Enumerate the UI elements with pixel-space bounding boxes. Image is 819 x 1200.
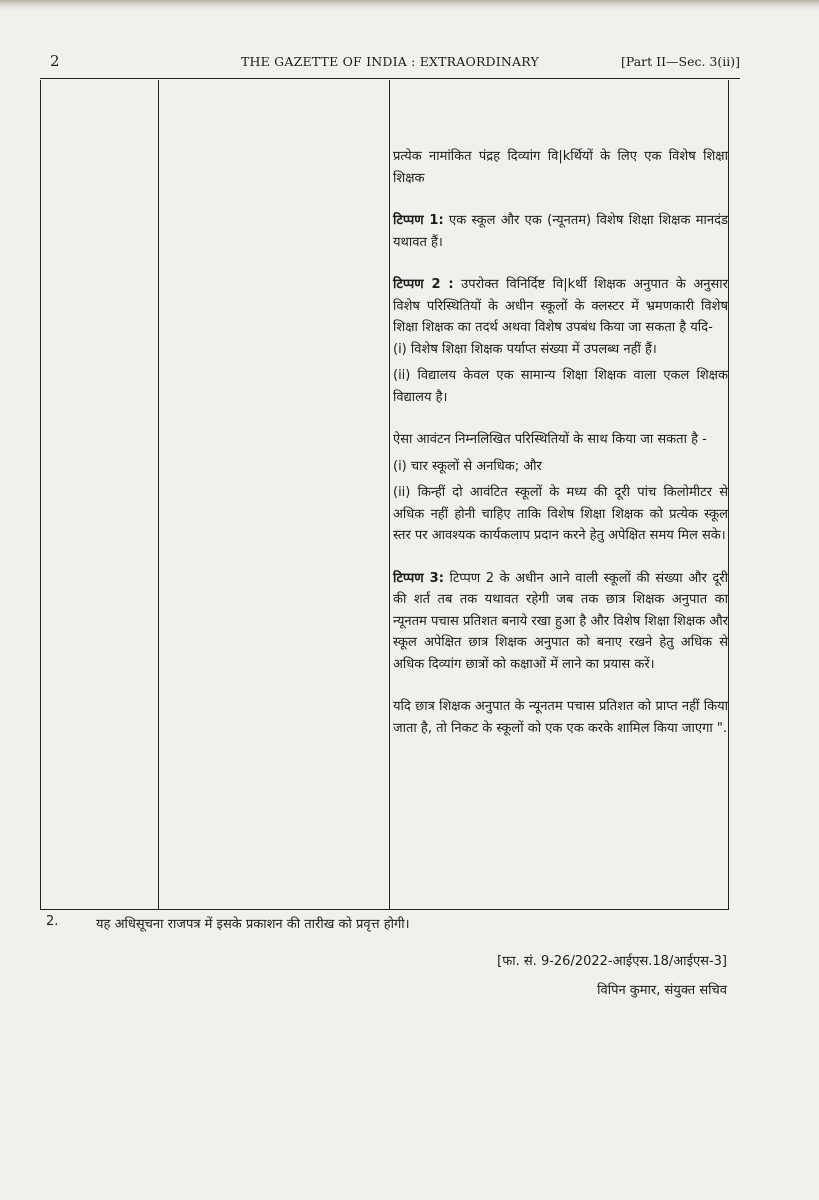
table-cell-content <box>393 146 728 739</box>
paragraph-2-number: 2. <box>46 914 59 929</box>
condition-2: (ii) विद्यालय केवल एक सामान्य शिक्षा शिक्षक वाला एकल शिक्षक विद्यालय है। <box>393 368 728 405</box>
final-para: यदि छात्र शिक्षक अनुपात के न्यूनतम पचास प्रतिशत को प्राप्त नहीं किया जाता है, तो निकट के स्कूलों को एक एक करके शामिल किया जाएगा ". <box>393 699 728 736</box>
note-3-text: टिप्पण 2 के अधीन आने वाली स्कूलों की संख्या और दूरी की शर्त तब तक यथावत रहेगी जब तक छात्र शिक्षक अनुपात का न्यूनतम पचास प्रतिशत बनाये रखा हुआ है और विशेष शिक्षा शिक्षक और स्कूल अपेक्षित छात्र शिक्षक अनुपात को बनाए रखने हेतु अधिक से अधिक दिव्यांग छात्रों को कक्षाओं में लाने का प्रयास करें। <box>393 570 728 672</box>
note-1-text: एक स्कूल और एक (न्यूनतम) विशेष शिक्षा शिक्षक मानदंड यथावत हैं। <box>393 213 728 250</box>
signatory: विपिन कुमार, संयुक्त सचिव <box>597 983 727 998</box>
gazette-header <box>40 52 740 76</box>
column-divider <box>389 80 390 909</box>
note-2-text: उपरोक्त विनिर्दिष्ट वि|kर्थी शिक्षक अनुपात के अनुसार विशेष परिस्थितियों के अधीन स्कूलों के क्लस्टर में भ्रमणकारी विशेष शिक्षा शिक्षक का तदर्थ अथवा विशेष उपबंध किया जा सकता है यदि- <box>393 277 728 335</box>
allotment-condition-2: (ii) किन्हीं दो आवंटित स्कूलों के मध्य की दूरी पांच किलोमीटर से अधिक नहीं होनी चाहिए ताकि विशेष शिक्षा शिक्षक को प्रत्येक स्कूल स्तर पर आवश्यक कार्यकलाप प्रदान करने हेतु अपेक्षित समय मिल सके। <box>393 485 728 543</box>
note-1-label: टिप्पण 1: <box>393 213 444 228</box>
teacher-ratio-para: प्रत्येक नामांकित पंद्रह दिव्यांग वि|kर्थियों के लिए एक विशेष शिक्षा शिक्षक <box>393 149 728 186</box>
note-1 <box>393 210 728 253</box>
page-scan-edge <box>0 0 819 10</box>
column-divider <box>158 80 159 909</box>
note-3 <box>393 568 728 676</box>
header-rule <box>40 78 740 79</box>
note-3-label: टिप्पण 3: <box>393 570 444 586</box>
allotment-condition-1: (i) चार स्कूलों से अनधिक; और <box>393 458 542 474</box>
file-reference: [फा. सं. 9-26/2022-आईएस.18/आईएस-3] <box>497 954 727 969</box>
part-section: [Part II—Sec. 3(ii)] <box>620 54 740 69</box>
page-number: 2 <box>50 52 60 70</box>
schedule-table <box>40 80 729 910</box>
condition-1: (i) विशेष शिक्षा शिक्षक पर्याप्त संख्या में उपलब्ध नहीं हैं। <box>393 341 657 357</box>
paragraph-2-text: यह अधिसूचना राजपत्र में इसके प्रकाशन की तारीख को प्रवृत्त होगी। <box>96 917 410 932</box>
note-2-label: टिप्पण 2 : <box>393 277 454 292</box>
note-2 <box>393 274 728 339</box>
allotment-intro: ऐसा आवंटन निम्नलिखित परिस्थितियों के साथ किया जा सकता है - <box>393 432 707 447</box>
gazette-title: THE GAZETTE OF INDIA : EXTRAORDINARY <box>241 54 539 69</box>
